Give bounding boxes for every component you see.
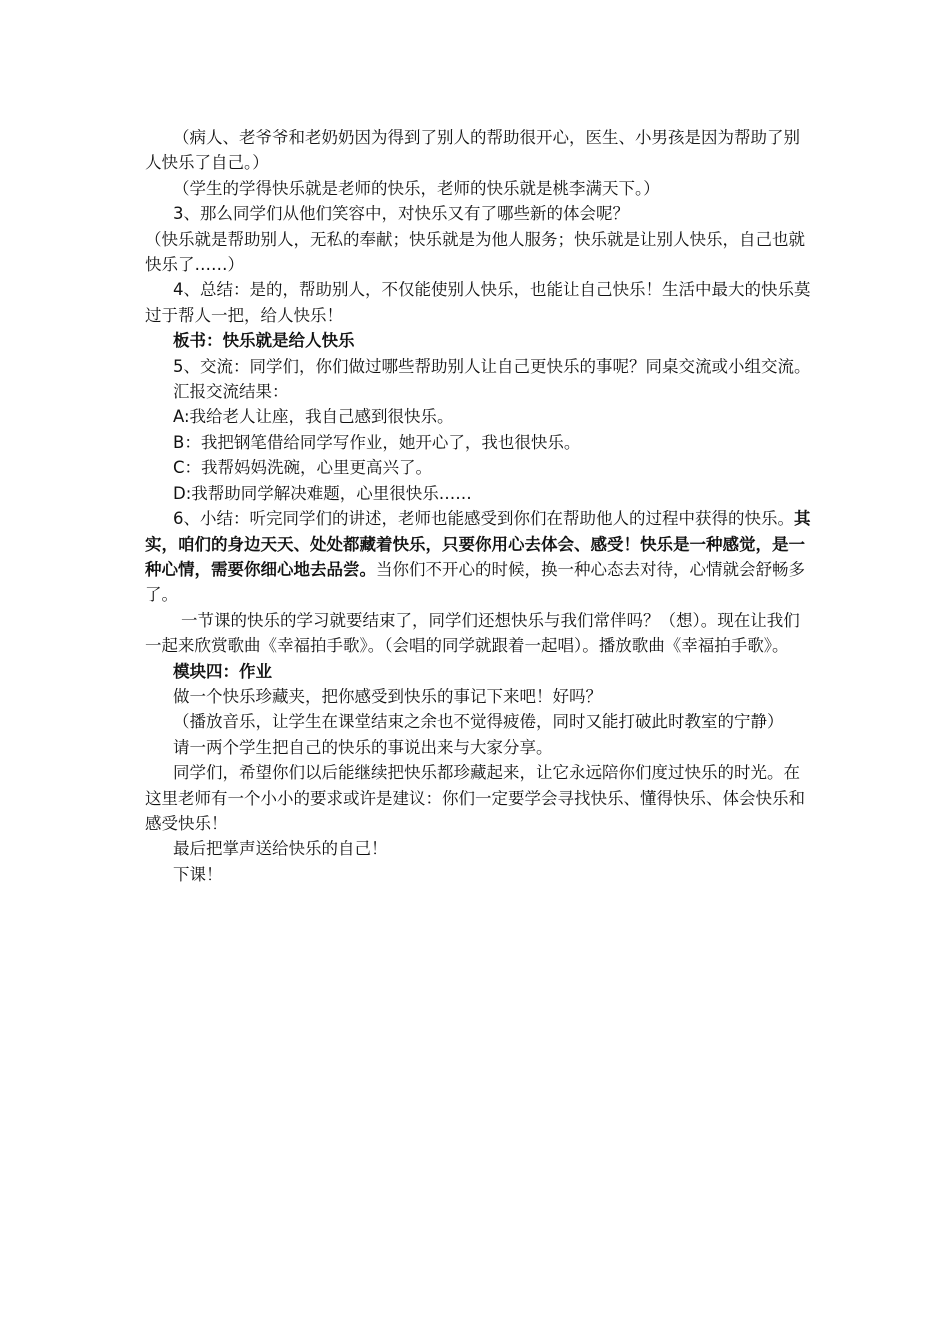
paragraph-18: 请一两个学生把自己的快乐的事说出来与大家分享。 xyxy=(173,737,553,757)
summary-emphasis: 其实，咱们的身边天天、处处都藏着快乐，只要你用心去体会、感受！快乐是一种感觉，是一种心情，需要你细心地去品尝。 xyxy=(145,509,811,579)
answer-d: D:我帮助同学解决难题，心里很快乐…… xyxy=(173,483,472,503)
paragraph-20: 最后把掌声送给快乐的自己！ xyxy=(173,839,388,859)
paragraph-3: 3、那么同学们从他们笑容中，对快乐又有了哪些新的体会呢？ xyxy=(173,204,629,224)
document-page xyxy=(145,125,815,887)
paragraph-2: （学生的学得快乐就是老师的快乐，老师的快乐就是桃李满天下。） xyxy=(173,178,660,198)
summary-text: 6、小结：听完同学们的讲述，老师也能感受到你们在帮助他人的过程中获得的快乐。 xyxy=(173,509,794,529)
module-four-heading: 模块四：作业 xyxy=(173,661,272,681)
answer-a: A:我给老人让座，我自己感到很快乐。 xyxy=(173,407,454,427)
paragraph-1: （病人、老爷爷和老奶奶因为得到了别人的帮助很开心，医生、小男孩是因为帮助了别人快乐了自己。） xyxy=(145,128,800,173)
paragraph-13 xyxy=(145,506,815,608)
board-note-heading: 板书：快乐就是给人快乐 xyxy=(173,331,355,351)
paragraph-4: （快乐就是帮助别人，无私的奉献；快乐就是为他人服务；快乐就是让别人快乐，自己也就快乐了……） xyxy=(145,229,805,275)
paragraph-16: 做一个快乐珍藏夹，把你感受到快乐的事记下来吧！好吗？ xyxy=(173,686,602,706)
answer-c: C：我帮妈妈洗碗，心里更高兴了。 xyxy=(173,458,433,478)
paragraph-7: 5、交流：同学们，你们做过哪些帮助别人让自己更快乐的事呢？同桌交流或小组交流。 xyxy=(173,356,811,376)
paragraph-17: （播放音乐，让学生在课堂结束之余也不觉得疲倦，同时又能打破此时教室的宁静） xyxy=(173,712,784,732)
summary-tail: 当你们不开心的时候，换一种心态去对待，心情就会舒畅多了。 xyxy=(145,559,805,605)
paragraph-21: 下课！ xyxy=(173,864,223,884)
paragraph-14: 一节课的快乐的学习就要结束了，同学们还想快乐与我们常伴吗？（想）。现在让我们一起来欣赏歌曲《幸福拍手歌》。（会唱的同学就跟着一起唱）。播放歌曲《幸福拍手歌》。 xyxy=(145,610,800,656)
paragraph-19: 同学们，希望你们以后能继续把快乐都珍藏起来，让它永远陪你们度过快乐的时光。在这里老师有一个小小的要求或许是建议：你们一定要学会寻找快乐、懂得快乐、体会快乐和感受快乐！ xyxy=(145,763,805,833)
paragraph-5: 4、总结：是的，帮助别人，不仅能使别人快乐，也能让自己快乐！生活中最大的快乐莫过于帮人一把，给人快乐！ xyxy=(145,280,811,325)
answer-b: B：我把钢笔借给同学写作业，她开心了，我也很快乐。 xyxy=(173,432,581,452)
paragraph-8: 汇报交流结果： xyxy=(173,382,289,402)
